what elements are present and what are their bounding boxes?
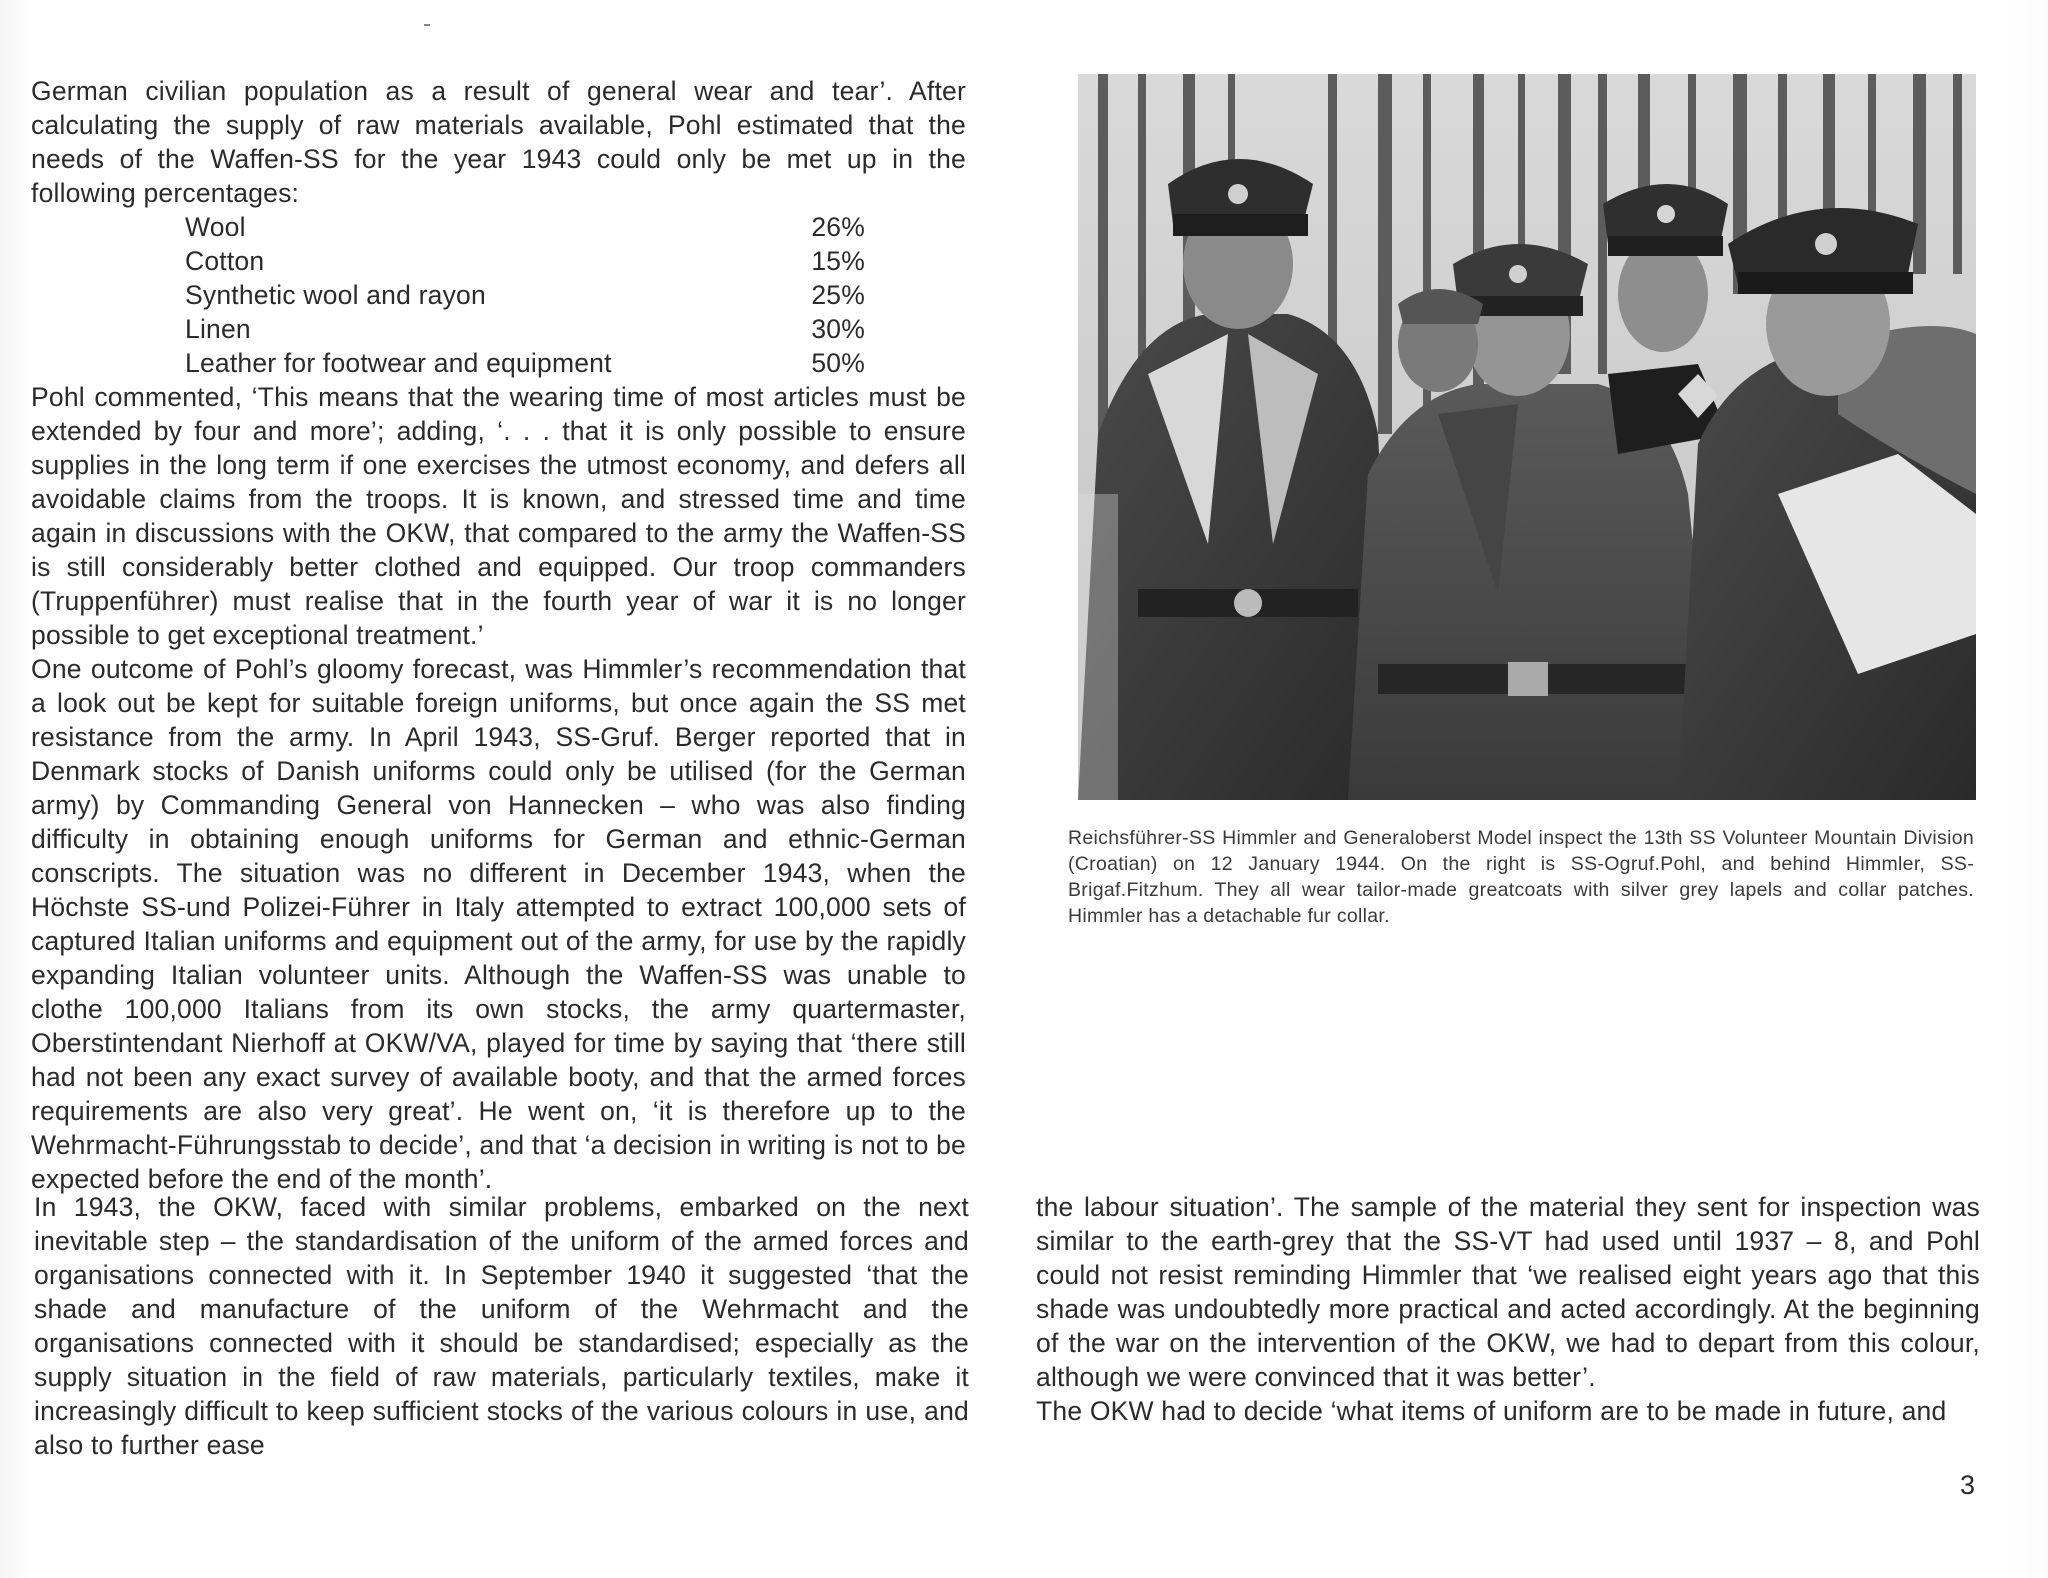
left-column-bottom bbox=[34, 1190, 969, 1462]
material-name: Cotton bbox=[185, 246, 265, 276]
outcome-paragraph: One outcome of Pohl’s gloomy forecast, was Himmler’s recommendation that a look out be kept for suitable foreign uniforms, but once again the SS met resistance from the army. In April 1943, SS-Gruf. Berger reported that in Denmark stocks of Danish uniforms could only be utilised (for the German army) by Commanding General von Hannecken – who was also finding difficulty in obtaining enough uniforms for German and ethnic-German conscripts. The situation was no different in December 1943, when the Höchste SS-und Polizei-Führer in Italy attempted to extract 100,000 sets of captured Italian uniforms and equipment out of the army, for use by the rapidly expanding Italian volunteer units. Although the Waffen-SS was unable to clothe 100,000 Italians from its own stocks, the army quartermaster, Oberstintendant Nierhoff at OKW/VA, played for time by saying that ‘there still had not been any exact survey of available booty, and that the armed forces requirements are also very great’. He went on, ‘it is therefore up to the Wehrmacht-Führungsstab to decide’, and that ‘a decision in writing is not to be expected before the end of the month’. bbox=[31, 654, 966, 1194]
top-mark bbox=[424, 24, 430, 26]
okw-1943-paragraph: In 1943, the OKW, faced with similar problems, embarked on the next inevitable step – the standardisation of the uniform of the armed forces and organisations connected with it. In September 1940 it suggested ‘that the shade and manufacture of the uniform of the Wehrmacht and the organisations connected with it should be standardised; especially as the supply situation in the field of raw materials, particularly textiles, make it increasingly difficult to keep sufficient stocks of the various colours in use, and also to further ease bbox=[34, 1192, 969, 1460]
intro-paragraph: German civilian population as a result of general wear and tear’. After calculating the supply of raw materials available, Pohl estimated that the needs of the Waffen-SS for the year 1943 could only be met up in the following percentages: bbox=[31, 76, 966, 208]
material-name: Synthetic wool and rayon bbox=[185, 280, 486, 310]
labour-situation-paragraph: the labour situation’. The sample of the material they sent for inspection was similar to the earth-grey that the SS-VT had used until 1937 – 8, and Pohl could not resist reminding Himmler that ‘we realised eight years ago that this shade was undoubtedly more practical and acted accordingly. At the beginning of the war on the intervention of the OKW, we had to depart from this colour, although we were convinced that it was better’. bbox=[1036, 1192, 1980, 1392]
material-row bbox=[31, 244, 966, 278]
material-percent: 30% bbox=[811, 314, 865, 344]
materials-table bbox=[31, 210, 966, 380]
material-row bbox=[31, 312, 966, 346]
page-number: 3 bbox=[1960, 1470, 1976, 1500]
material-percent: 26% bbox=[811, 212, 865, 242]
material-percent: 25% bbox=[811, 280, 865, 310]
material-name: Leather for footwear and equipment bbox=[185, 348, 612, 378]
okw-decision-paragraph: The OKW had to decide ‘what items of uniform are to be made in future, and bbox=[1036, 1396, 1947, 1426]
material-row bbox=[31, 278, 966, 312]
photo-illustration bbox=[1078, 74, 1976, 800]
photograph bbox=[1078, 74, 1976, 800]
left-column bbox=[31, 74, 966, 1196]
material-name: Wool bbox=[185, 212, 246, 242]
right-column-bottom bbox=[1036, 1190, 1980, 1428]
material-name: Linen bbox=[185, 314, 251, 344]
photo-caption: Reichsführer-SS Himmler and Generaloberst Model inspect the 13th SS Volunteer Mountain Division (Croatian) on 12 January 1944. On the right is SS-Ogruf.Pohl, and behind Himmler, SS-Brigaf.Fitzhum. They all wear tailor-made greatcoats with silver grey lapels and collar patches. Himmler has a detachable fur collar. bbox=[1068, 827, 1974, 927]
pohl-comment-paragraph: Pohl commented, ‘This means that the wearing time of most articles must be extended by four and more’; adding, ‘. . . that it is only possible to ensure supplies in the long term if one exercises the utmost economy, and defers all avoidable claims from the troops. It is known, and stressed time and time again in discussions with the OKW, that compared to the army the Waffen-SS is still considerably better clothed and equipped. Our troop commanders (Truppenführer) must realise that in the fourth year of war it is no longer possible to get exceptional treatment.’ bbox=[31, 382, 966, 650]
material-percent: 15% bbox=[811, 246, 865, 276]
material-percent: 50% bbox=[811, 348, 865, 378]
material-row bbox=[31, 346, 966, 380]
material-row bbox=[31, 210, 966, 244]
